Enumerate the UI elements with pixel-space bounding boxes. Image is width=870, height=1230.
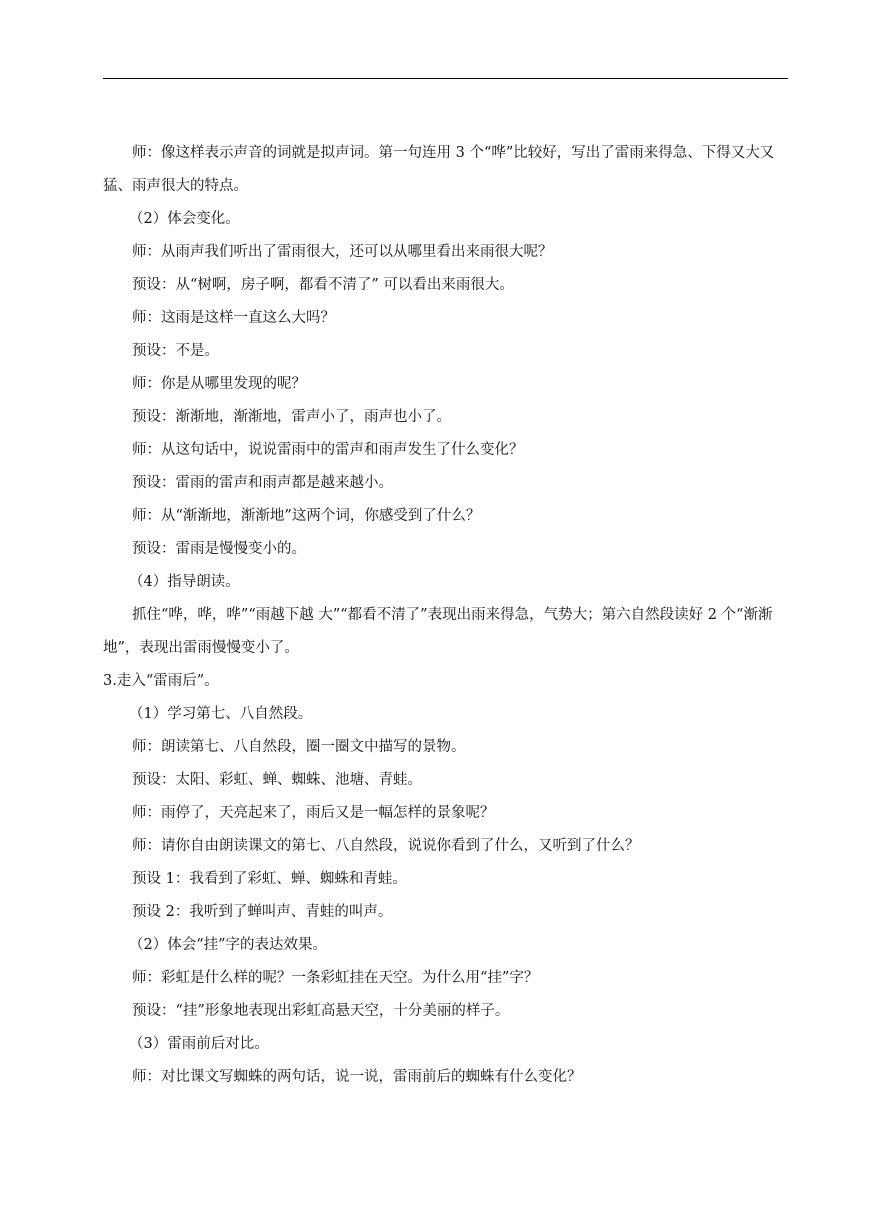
paragraph: 师：从雨声我们听出了雷雨很大，还可以从哪里看出来雨很大呢？ — [132, 244, 553, 260]
paragraph: 师：雨停了，天亮起来了，雨后又是一幅怎样的景象呢？ — [132, 805, 495, 821]
section-heading: （1）学习第七、八自然段。 — [129, 706, 313, 722]
section-heading: （2）体会变化。 — [129, 211, 240, 227]
section-heading: （2）体会“挂”字的表达效果。 — [129, 937, 328, 953]
paragraph: 预设：太阳、彩虹、蝉、蜘蛛、池塘、青蛙。 — [132, 772, 422, 788]
paragraph: 预设：不是。 — [132, 343, 219, 359]
paragraph: 师：像这样表示声音的词就是拟声词。第一句连用 3 个“哗”比较好，写出了雷雨来得急、下得又大又猛、雨声很大的特点。 — [103, 145, 775, 194]
paragraph: 预设：雷雨是慢慢变小的。 — [132, 541, 306, 557]
section-title: 3.走入“雷雨后”。 — [103, 673, 219, 689]
paragraph: 师：请你自由朗读课文的第七、八自然段，说说你看到了什么，又听到了什么？ — [132, 838, 640, 854]
header-rule — [103, 78, 788, 79]
paragraph: 预设：从“树啊，房子啊，都看不清了” 可以看出来雨很大。 — [132, 277, 514, 293]
paragraph: 预设：雷雨的雷声和雨声都是越来越小。 — [132, 475, 393, 491]
paragraph: 预设 1：我看到了彩虹、蝉、蜘蛛和青蛙。 — [132, 871, 407, 887]
paragraph: 师：对比课文写蜘蛛的两句话，说一说，雷雨前后的蜘蛛有什么变化？ — [132, 1069, 582, 1085]
paragraph: 师：从这句话中，说说雷雨中的雷声和雨声发生了什么变化？ — [132, 442, 524, 458]
paragraph: 师：你是从哪里发现的呢？ — [132, 376, 306, 392]
paragraph: 预设：渐渐地，渐渐地，雷声小了，雨声也小了。 — [132, 409, 451, 425]
section-heading: （3）雷雨前后对比。 — [129, 1036, 269, 1052]
section-heading: （4）指导朗读。 — [129, 574, 240, 590]
paragraph: 预设 2：我听到了蝉叫声、青蛙的叫声。 — [132, 904, 393, 920]
document-body — [103, 137, 788, 1094]
paragraph: 抓住“哗，哗，哗”“雨越下越 大”“都看不清了”表现出雨来得急，气势大；第六自然段读好 2 个“渐渐地”，表现出雷雨慢慢变小了。 — [103, 607, 773, 656]
paragraph: 师：彩虹是什么样的呢？一条彩虹挂在天空。为什么用“挂”字？ — [132, 970, 539, 986]
paragraph: 师：朗读第七、八自然段，圈一圈文中描写的景物。 — [132, 739, 466, 755]
paragraph: 预设：“挂”形象地表现出彩虹高悬天空，十分美丽的样子。 — [132, 1003, 510, 1019]
paragraph: 师：从“渐渐地，渐渐地”这两个词，你感受到了什么？ — [132, 508, 481, 524]
paragraph: 师：这雨是这样一直这么大吗？ — [132, 310, 335, 326]
